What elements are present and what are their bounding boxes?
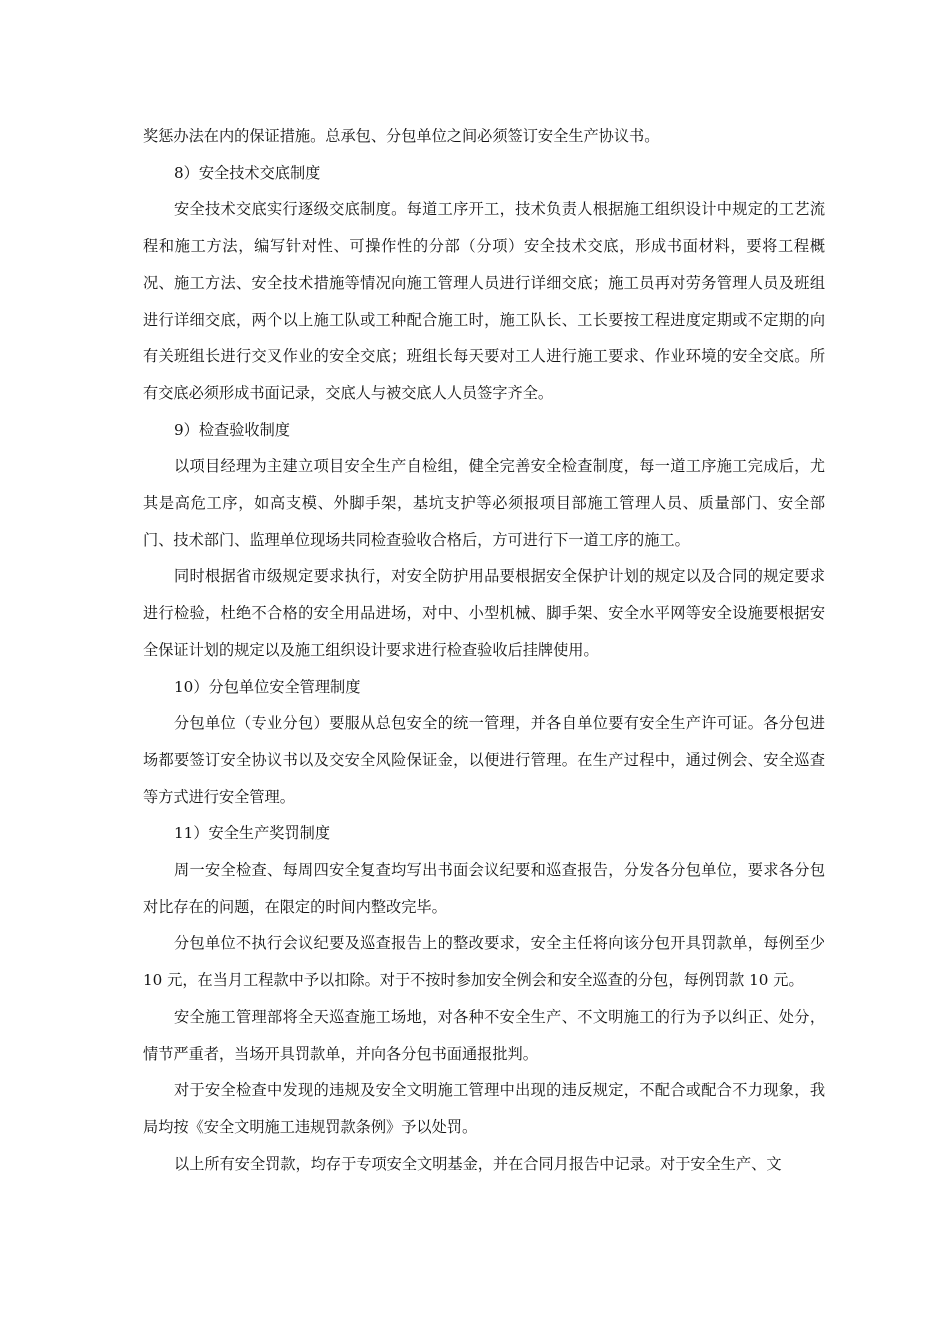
paragraph-inspection-standards: 同时根据省市级规定要求执行，对安全防护用品要根据安全保护计划的规定以及合同的规定要求进行检验，杜绝不合格的安全用品进场，对中、小型机械、脚手架、安全水平网等安全设施要根据安全保证计划的规定以及施工组织设计要求进行检查验收后挂牌使用。 [143,567,825,659]
paragraph-fund: 以上所有安全罚款，均存于专项安全文明基金，并在合同月报告中记录。对于安全生产、文 [174,1154,782,1173]
paragraph-subcontractor: 分包单位（专业分包）要服从总包安全的统一管理，并各自单位要有安全生产许可证。各分包进场都要签订安全协议书以及交安全风险保证金，以便进行管理。在生产过程中，通过例会、安全巡查等方式进行安全管理。 [143,714,825,806]
section-heading-11: 11）安全生产奖罚制度 [174,824,331,843]
section-heading-8: 8）安全技术交底制度 [174,163,321,182]
paragraph-safety-briefing: 安全技术交底实行逐级交底制度。每道工序开工，技术负责人根据施工组织设计中规定的工艺流程和施工方法，编写针对性、可操作性的分部（分项）安全技术交底，形成书面材料，要将工程概况、施工方法、安全技术措施等情况向施工管理人员进行详细交底；施工员再对劳务管理人员及班组进行详细交底，两个以上施工队或工种配合施工时，施工队长、工长要按工程进度定期或不定期的向有关班组长进行交叉作业的安全交底；班组长每天要对工人进行施工要求、作业环境的安全交底。所有交底必须形成书面记录，交底人与被交底人人员签字齐全。 [143,200,825,402]
paragraph-patrol: 安全施工管理部将全天巡查施工场地，对各种不安全生产、不文明施工的行为予以纠正、处分，情节严重者，当场开具罚款单，并向各分包书面通报批判。 [143,1007,825,1063]
paragraph-fines: 分包单位不执行会议纪要及巡查报告上的整改要求，安全主任将向该分包开具罚款单，每例至少 10 元，在当月工程款中予以扣除。对于不按时参加安全例会和安全巡查的分包，每例罚款 10 元。 [143,934,825,990]
section-heading-9: 9）检查验收制度 [174,420,290,439]
paragraph-continuation: 奖惩办法在内的保证措施。总承包、分包单位之间必须签订安全生产协议书。 [143,127,660,145]
paragraph-weekly-check: 周一安全检查、每周四安全复查均写出书面会议纪要和巡查报告，分发各分包单位，要求各分包对比存在的问题，在限定的时间内整改完毕。 [143,861,825,916]
section-heading-10: 10）分包单位安全管理制度 [174,677,361,696]
paragraph-violations: 对于安全检查中发现的违规及安全文明施工管理中出现的违反规定，不配合或配合不力现象，我局均按《安全文明施工违规罚款条例》予以处罚。 [143,1081,825,1136]
paragraph-inspection: 以项目经理为主建立项目安全生产自检组，健全完善安全检查制度，每一道工序施工完成后，尤其是高危工序，如高支模、外脚手架，基坑支护等必须报项目部施工管理人员、质量部门、安全部门、技术部门、监理单位现场共同检查验收合格后，方可进行下一道工序的施工。 [143,457,825,549]
document-page [143,118,825,1182]
